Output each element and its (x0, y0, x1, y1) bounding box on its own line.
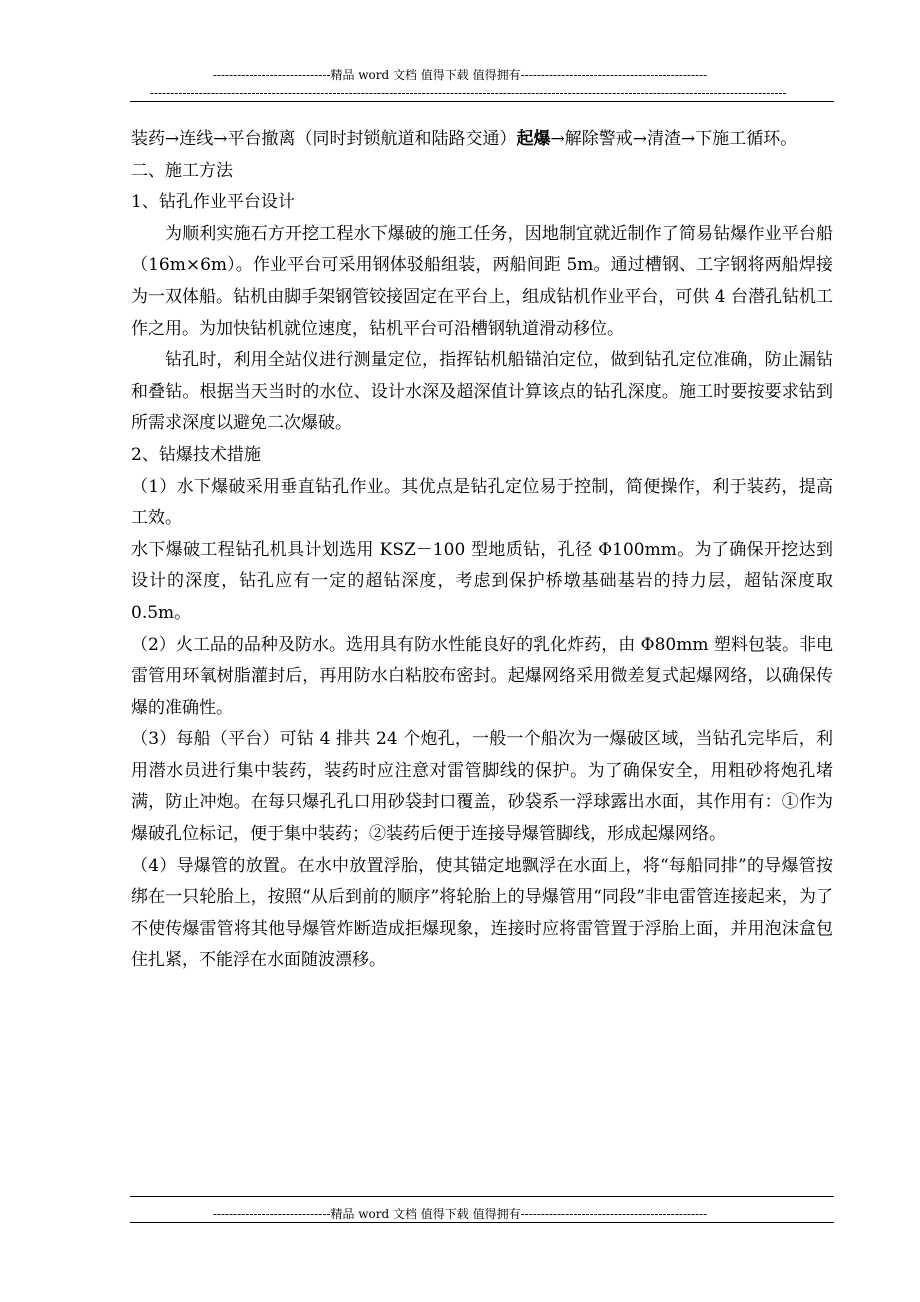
document-body (131, 124, 833, 977)
header-rule (130, 101, 834, 102)
footer-bottom-rule (130, 1222, 834, 1223)
paragraph-drilling-equipment: 水下爆破工程钻孔机具计划选用 KSZ－100 型地质钻，孔径 Φ100mm。为了确保开挖达到设计的深度，钻孔应有一定的超钻深度，考虑到保护桥墩基础基岩的持力层，超钻深度取 0.5m。 (131, 539, 833, 623)
page-header-dashes: ------------------------------------------------------------------------------------------------------------------------------------------------------------- (150, 86, 787, 100)
paragraph-measure-3: （3）每船（平台）可钻 4 排共 24 个炮孔，一般一个船次为一爆破区域，当钻孔完毕后，利用潜水员进行集中装药，装药时应注意对雷管脚线的保护。为了确保安全，用粗砂将炮孔堵满，防止冲炮。在每只爆孔孔口用砂袋封口覆盖，砂袋系一浮球露出水面，其作用有：①作为爆破孔位标记，便于集中装药；②装药后便于连接导爆管脚线，形成起爆网络。 (131, 729, 833, 845)
paragraph-measure-1: （1）水下爆破采用垂直钻孔作业。其优点是钻孔定位易于控制，简便操作，利于装药，提高工效。 (131, 476, 833, 529)
process-flow-part2: →解除警戒→清渣→下施工循环。 (550, 129, 798, 149)
section-heading-construction-method: 二、施工方法 (131, 160, 233, 181)
paragraph-platform-design: 为顺利实施石方开挖工程水下爆破的施工任务，因地制宜就近制作了简易钻爆作业平台船（16m×6m）。作业平台可采用钢体驳船组装，两船间距 5m。通过槽钢、工字钢将两船焊接为一双体船。钻机由脚手架钢管铰接固定在平台上，组成钻机作业平台，可供 4 台潜孔钻机工作之用。为加快钻机就位速度，钻机平台可沿槽钢轨道滑动移位。 (131, 223, 833, 339)
process-flow-part1: 装药→连线→平台撤离（同时封锁航道和陆路交通） (131, 129, 517, 149)
subheading-blasting-measures: 2、钻爆技术措施 (131, 444, 261, 465)
paragraph-drilling-positioning: 钻孔时，利用全站仪进行测量定位，指挥钻机船锚泊定位，做到钻孔定位准确，防止漏钻和叠钻。根据当天当时的水位、设计水深及超深值计算该点的钻孔深度。施工时要按要求钻到所需求深度以避免二次爆破。 (131, 350, 833, 434)
process-flow-bold: 起爆 (516, 129, 551, 149)
paragraph-measure-4: （4）导爆管的放置。在水中放置浮胎，使其锚定地飘浮在水面上，将“每船同排”的导爆管按绑在一只轮胎上，按照“从后到前的顺序”将轮胎上的导爆管用“同段”非电雷管连接起来，为了不使传爆雷管将其他导爆管炸断造成拒爆现象，连接时应将雷管置于浮胎上面，并用泡沫盒包住扎紧，不能浮在水面随波漂移。 (131, 855, 833, 971)
paragraph-measure-2: （2）火工品的品种及防水。选用具有防水性能良好的乳化炸药，由 Φ80mm 塑料包装。非电雷管用环氧树脂灌封后，再用防水白粘胶布密封。起爆网络采用微差复式起爆网络，以确保传爆的准确性。 (131, 634, 833, 718)
footer-rule (130, 1196, 834, 1197)
paragraph-process-flow (131, 124, 833, 156)
page-footer-text: -----------------------------精品 word 文档 值得下载 值得拥有---------------------------------------------- (212, 1207, 708, 1221)
page-header-text: -----------------------------精品 word 文档 值得下载 值得拥有---------------------------------------------- (212, 68, 708, 82)
subheading-drilling-platform: 1、钻孔作业平台设计 (131, 192, 295, 213)
